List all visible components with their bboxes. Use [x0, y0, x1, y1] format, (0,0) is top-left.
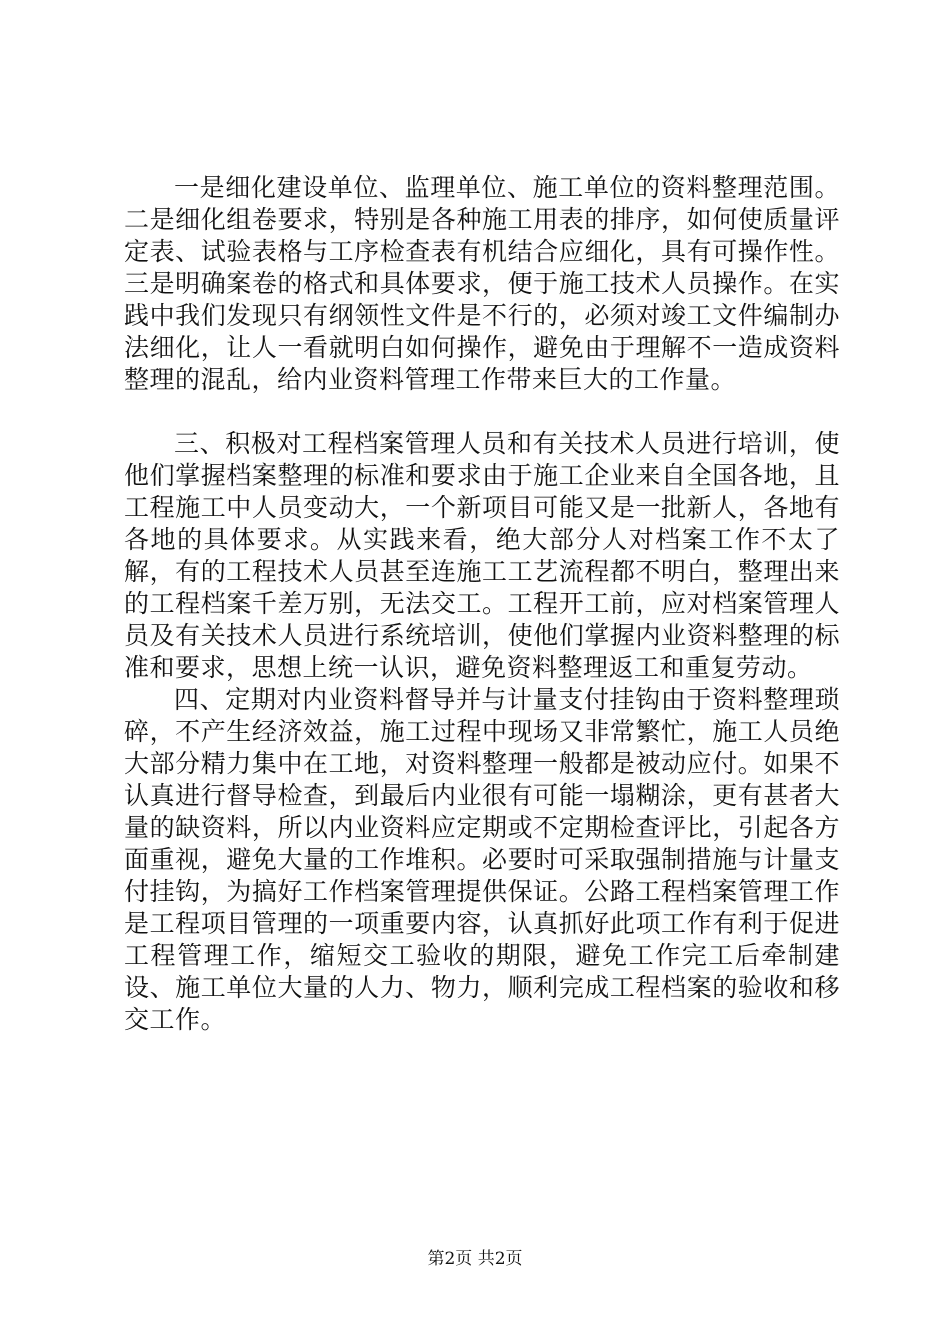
paragraph-1: 一是细化建设单位、监理单位、施工单位的资料整理范围。二是细化组卷要求，特别是各种施工用表的排序，如何使质量评定表、试验表格与工序检查表有机结合应细化，具有可操作性。三是明确案卷的格式和具体要求，便于施工技术人员操作。在实践中我们发现只有纲领性文件是不行的，必须对竣工文件编制办法细化，让人一看就明白如何操作，避免由于理解不一造成资料整理的混乱，给内业资料管理工作带来巨大的工作量。 [124, 173, 840, 394]
paragraph-3: 四、定期对内业资料督导并与计量支付挂钩由于资料整理琐碎，不产生经济效益，施工过程中现场又非常繁忙，施工人员绝大部分精力集中在工地，对资料整理一般都是被动应付。如果不认真进行督导检查，到最后内业很有可能一塌糊涂，更有甚者大量的缺资料，所以内业资料应定期或不定期检查评比，引起各方面重视，避免大量的工作堆积。必要时可采取强制措施与计量支付挂钩，为搞好工作档案管理提供保证。公路工程档案管理工作是工程项目管理的一项重要内容，认真抓好此项工作有利于促进工程管理工作，缩短交工验收的期限，避免工作完工后牵制建设、施工单位大量的人力、物力，顺利完成工程档案的验收和移交工作。 [124, 685, 840, 1034]
document-body [124, 172, 840, 1036]
page-footer: 第2页 共2页 [427, 1249, 523, 1269]
paragraph-2: 三、积极对工程档案管理人员和有关技术人员进行培训，使他们掌握档案整理的标准和要求由于施工企业来自全国各地，且工程施工中人员变动大，一个新项目可能又是一批新人，各地有各地的具体要求。从实践来看，绝大部分人对档案工作不太了解，有的工程技术人员甚至连施工工艺流程都不明白，整理出来的工程档案千差万别，无法交工。工程开工前，应对档案管理人员及有关技术人员进行系统培训，使他们掌握内业资料整理的标准和要求，思想上统一认识，避免资料整理返工和重复劳动。 [124, 429, 840, 682]
